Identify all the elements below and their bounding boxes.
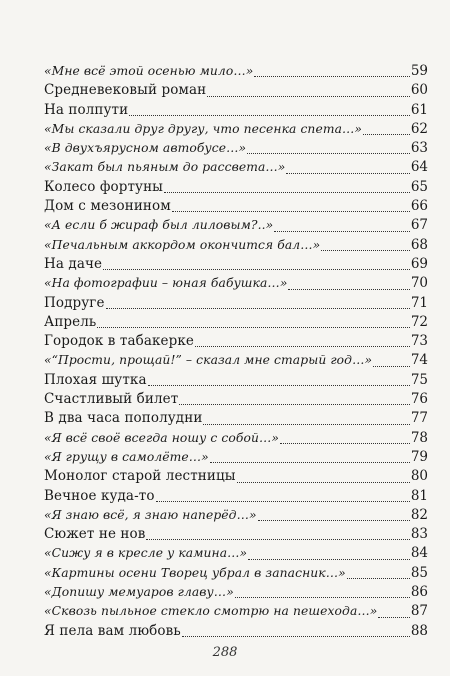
toc-entry-title: В два часа пополудни — [44, 410, 203, 427]
table-of-contents — [44, 62, 428, 641]
toc-entry-title: Средневековый роман — [44, 82, 207, 99]
toc-entry — [44, 371, 428, 390]
toc-entry-page: 75 — [410, 371, 428, 388]
toc-entry-page: 80 — [410, 468, 428, 485]
toc-entry-title: «Закат был пьяным до рассвета…» — [44, 160, 286, 175]
toc-entry-title: «В двухъярусном автобусе…» — [44, 141, 247, 156]
toc-entry-title: «Я грущу в самолёте…» — [44, 449, 209, 464]
toc-entry-page: 85 — [410, 564, 428, 581]
dot-leader — [129, 115, 410, 116]
toc-entry-page: 81 — [410, 487, 428, 504]
toc-entry — [44, 390, 428, 409]
dot-leader — [106, 308, 410, 309]
toc-entry-page: 60 — [410, 82, 428, 99]
toc-entry-page: 59 — [410, 63, 428, 79]
toc-entry-title: Плохая шутка — [44, 371, 147, 388]
dot-leader — [210, 462, 410, 463]
toc-entry-page: 62 — [410, 120, 428, 137]
dot-leader — [172, 211, 410, 212]
toc-entry-title: Апрель — [44, 313, 97, 330]
toc-entry-title: «Я знаю всё, я знаю наперёд…» — [44, 507, 257, 522]
dot-leader — [247, 153, 410, 154]
toc-entry-title: «На фотографии – юная бабушка…» — [44, 276, 288, 291]
toc-entry-page: 79 — [410, 448, 428, 465]
toc-entry-page: 82 — [410, 506, 428, 523]
toc-entry — [44, 602, 428, 621]
toc-entry-title: На полпути — [44, 101, 129, 118]
toc-entry-title: Сюжет не нов — [44, 526, 146, 543]
toc-entry — [44, 120, 428, 139]
toc-entry-title: «“Прости, прощай!” – сказал мне старый год…» — [44, 353, 373, 368]
dot-leader — [146, 539, 409, 540]
toc-entry — [44, 216, 428, 235]
toc-entry-page: 69 — [410, 255, 428, 272]
toc-entry-page: 65 — [410, 178, 428, 195]
toc-entry — [44, 158, 428, 177]
toc-entry-page: 63 — [410, 140, 428, 157]
toc-entry-title: Дом с мезонином — [44, 198, 171, 215]
toc-entry-title: «Я всё своё всегда ношу с собой…» — [44, 430, 280, 445]
toc-entry — [44, 236, 428, 255]
toc-entry — [44, 81, 428, 100]
toc-entry-page: 74 — [410, 352, 428, 369]
dot-leader — [288, 289, 409, 290]
toc-entry-title: «А если б жираф был лиловым?..» — [44, 218, 274, 233]
toc-entry-page: 68 — [410, 236, 428, 253]
dot-leader — [179, 404, 410, 405]
dot-leader — [363, 134, 410, 135]
toc-entry-title: Колесо фортуны — [44, 178, 164, 195]
toc-entry-page: 71 — [410, 294, 428, 311]
toc-entry — [44, 178, 428, 197]
toc-entry — [44, 448, 428, 467]
toc-entry-title: На даче — [44, 255, 103, 272]
toc-entry-page: 86 — [410, 584, 428, 601]
toc-entry-page: 83 — [410, 526, 428, 543]
toc-entry — [44, 564, 428, 583]
toc-entry — [44, 622, 428, 641]
toc-entry — [44, 409, 428, 428]
toc-entry-page: 78 — [410, 429, 428, 446]
toc-entry — [44, 525, 428, 544]
toc-entry — [44, 583, 428, 602]
toc-entry-page: 76 — [410, 391, 428, 408]
dot-leader — [378, 617, 409, 618]
toc-entry — [44, 294, 428, 313]
page-number: 288 — [212, 645, 238, 660]
dot-leader — [321, 250, 410, 251]
dot-leader — [203, 424, 409, 425]
toc-entry-page: 88 — [410, 622, 428, 639]
dot-leader — [148, 385, 410, 386]
toc-entry — [44, 255, 428, 274]
dot-leader — [248, 559, 410, 560]
dot-leader — [235, 597, 410, 598]
toc-entry — [44, 332, 428, 351]
toc-entry-title: «Допишу мемуаров главу…» — [44, 585, 234, 600]
dot-leader — [237, 482, 410, 483]
toc-entry — [44, 313, 428, 332]
toc-entry-title: «Картины осени Творец убрал в запасник…» — [44, 565, 346, 580]
toc-entry-title: «Мне всё этой осенью мило…» — [44, 64, 254, 78]
toc-entry-title: «Сижу я в кресле у камина…» — [44, 546, 248, 561]
toc-entry — [44, 467, 428, 486]
toc-entry-title: «Сквозь пыльное стекло смотрю на пешехода…» — [44, 604, 378, 619]
toc-entry-page: 77 — [410, 410, 428, 427]
toc-entry — [44, 544, 428, 563]
toc-entry-page: 72 — [410, 313, 428, 330]
toc-entry-title: «Мы сказали друг другу, что песенка спета…» — [44, 121, 363, 136]
toc-entry — [44, 274, 428, 293]
dot-leader — [347, 578, 410, 579]
toc-entry — [44, 101, 428, 120]
dot-leader — [195, 346, 410, 347]
toc-entry — [44, 429, 428, 448]
toc-entry-page: 64 — [410, 159, 428, 176]
dot-leader — [254, 76, 409, 77]
toc-entry-page: 84 — [410, 545, 428, 562]
dot-leader — [103, 269, 410, 270]
dot-leader — [274, 231, 410, 232]
dot-leader — [280, 443, 410, 444]
toc-entry — [44, 351, 428, 370]
toc-entry — [44, 62, 428, 81]
dot-leader — [373, 366, 410, 367]
toc-entry — [44, 139, 428, 158]
toc-entry — [44, 487, 428, 506]
toc-entry-page: 70 — [410, 275, 428, 292]
toc-entry-title: Подруге — [44, 294, 105, 311]
toc-entry-page: 66 — [410, 198, 428, 215]
dot-leader — [258, 520, 410, 521]
dot-leader — [164, 192, 410, 193]
toc-entry-title: Городок в табакерке — [44, 333, 194, 350]
toc-entry — [44, 197, 428, 216]
dot-leader — [207, 96, 410, 97]
toc-entry-title: Монолог старой лестницы — [44, 468, 236, 485]
toc-entry-title: Я пела вам любовь — [44, 622, 181, 639]
toc-entry-page: 61 — [410, 101, 428, 118]
dot-leader — [97, 327, 409, 328]
dot-leader — [286, 173, 409, 174]
dot-leader — [182, 636, 410, 637]
toc-entry-title: Счастливый билет — [44, 391, 179, 408]
toc-entry-title: «Печальным аккордом окончится бал…» — [44, 237, 321, 252]
toc-entry-page: 67 — [410, 217, 428, 234]
toc-entry-page: 73 — [410, 333, 428, 350]
toc-entry-page: 87 — [410, 603, 428, 620]
dot-leader — [156, 501, 410, 502]
toc-entry-title: Вечное куда-то — [44, 487, 155, 504]
toc-entry — [44, 506, 428, 525]
